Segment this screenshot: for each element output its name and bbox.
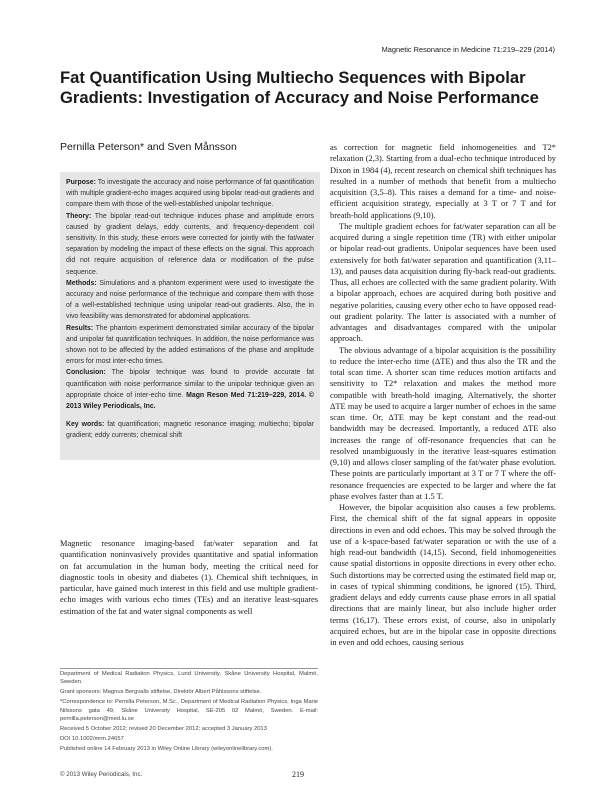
label: Conclusion:	[66, 369, 106, 377]
paragraph: Magnetic resonance imaging-based fat/water separation and fat quantification noninvasively provides quantitative and spatial information on fat accumulation in the human body, meeting the critical need for diagnostic tools in obesity and diabetes (1). Chemical shift techniques, in particular, have gained much interest in this field and use multiple gradient-echo images with various echo times (TEs) and an iterative least-squares estimation of the fat and water signal components as well	[60, 539, 318, 616]
footnote-divider	[60, 668, 318, 669]
correspondence: *Correspondence to: Pernilla Peterson, M.Sc., Department of Medical Radiation Physics, Inga Marie Nilssons gata 49, Skåne University Hospital, SE-205 02 Malmö, Sweden. E-mail: pernilla.peterson@med.lu.se	[60, 699, 318, 723]
label: Results:	[66, 324, 94, 332]
paragraph: The multiple gradient echoes for fat/water separation can all be acquired during a single repetition time (TR) with either unipolar or bipolar read-out gradients. Unipolar sequences have been used extensively for both fat/water separation and quantification (3,11–13), and pauses data acquisition during fly-back read-out gradients. Thus, all echoes are collected with the same gradient polarity. With a bipolar approach, echoes are acquired during both positive and negative polarities, causing every other echo to have opposed read-out gradient polarity. The latter is associated with a number of advantages and disadvantages compared with the unipolar approach.	[330, 221, 556, 344]
intro-text	[60, 538, 318, 617]
footnotes	[60, 670, 318, 755]
journal-header: Magnetic Resonance in Medicine 71:219–229 (2014)	[381, 45, 555, 54]
text: The bipolar technique was found to provide accurate fat quantification with noise performance similar to the unipolar technique given an appropriate choice of inter-echo time.	[66, 369, 314, 399]
text: Simulations and a phantom experiment were used to investigate the accuracy and noise performance of the technique and compare them with those of a well-established technique using unipolar read-out gradients. Also, the in vivo feasibility was demonstrated for abdominal applications.	[66, 279, 314, 321]
abstract-keywords	[66, 419, 314, 441]
paragraph: The obvious advantage of a bipolar acquisition is the possibility to reduce the inter-echo time (ΔTE) and thus also the TR and the total scan time. A shorter scan time reduces motion artifacts and sensitivity to T2* relaxation and makes the method more compatible with breath-hold imaging. Alternatively, the shorter ΔTE may be used to acquire a larger number of echoes in the same scan time. Or, ΔTE may be kept constant and the read-out bandwidth may be decreased. Importantly, a reduced ΔTE also increases the range of off-resonance frequencies that can be resolved unambiguously in the iterative least-squares estimation (9,10) and allows closer sampling of the fat/water phase evolution. These points are particularly important at 3 T or 7 T where the off-resonance frequencies are expected to be larger and where the fat phase evolves faster than at 1.5 T.	[330, 345, 556, 501]
abstract-box	[60, 172, 320, 460]
label: Methods:	[66, 279, 97, 287]
copyright: © 2013 Wiley Periodicals, Inc.	[60, 771, 143, 778]
published-online: Published online 14 February 2013 in Wiley Online Library (wileyonlinelibrary.com).	[60, 745, 273, 752]
abstract-results	[66, 323, 314, 368]
grant-sponsors: Grant sponsors: Magnus Bergvalls stiftelse, Direktör Albert Påhlssons stiftelse.	[60, 689, 262, 696]
abstract-conclusion	[66, 367, 314, 412]
text: fat quantification; magnetic resonance imaging; multiecho; bipolar gradient; eddy currents; chemical shift	[66, 421, 314, 440]
abstract-theory	[66, 211, 314, 278]
paragraph: However, the bipolar acquisition also causes a few problems. First, the chemical shift of the fat signal appears in opposite directions in even and odd echoes. This may be solved through the use of a k-space-based fat/water separation or with the use of a high read-out bandwidth (14,15). Second, field inhomogeneities cause spatial distortions in opposite directions in every other echo. Such distortions may be corrected using the estimated field map or, in cases of typical shimming conditions, be ignored (15). Third, gradient delays and eddy currents cause phase errors in all spatial directions that are mainly linear, but also include higher order terms (16,17). These errors exist, of course, also in unipolarly acquired echoes, but are in the bipolar case in opposite directions in even and odd echoes, causing serious	[330, 503, 556, 647]
doi: DOI 10.1002/mrm.24657	[60, 735, 124, 742]
received-dates: Received 5 October 2012; revised 20 December 2012; accepted 3 January 2013	[60, 725, 267, 732]
affiliation: Department of Medical Radiation Physics, Lund University, Skåne University Hospital, Malmö, Sweden.	[60, 671, 318, 686]
authors: Pernilla Peterson* and Sven Månsson	[60, 141, 237, 153]
abstract-purpose	[66, 177, 314, 211]
label: Purpose:	[66, 179, 96, 186]
label: Theory:	[66, 212, 92, 220]
abstract-methods	[66, 278, 314, 323]
text: The bipolar read-out technique induces phase and amplitude errors caused by gradient delays, eddy currents, and frequency-dependent coil sensitivity. In this study, these errors were corrected for jointly with the fat/water separation by modeling the impact of these effects on the signal. This approach did not require acquisition of reference data or modification of the pulse sequence.	[66, 212, 314, 276]
right-column-text	[330, 142, 556, 648]
page-number: 219	[292, 770, 304, 779]
text: The phantom experiment demonstrated similar accuracy of the bipolar and unipolar fat quantification techniques. In addition, the noise performance was shown not to be affected by the added estimations of the phase and amplitude errors for most inter-echo times.	[66, 324, 314, 366]
citation: Magn Reson Med 71:219–229, 2014. © 2013 Wiley Periodicals, Inc.	[66, 391, 314, 411]
text: To investigate the accuracy and noise performance of fat quantification with multiple gradient-echo images acquired using bipolar read-out gradients and compare them with those of the well-established unipolar technique.	[66, 179, 314, 209]
article-title: Fat Quantification Using Multiecho Sequences with Bipolar Gradients: Investigation of Accuracy and Noise Performance	[60, 68, 539, 107]
paragraph: as correction for magnetic field inhomogeneities and T2* relaxation (2,3). Starting from a dual-echo technique introduced by Dixon in 1984 (4), recent research on chemical shift techniques has resulted in a number of methods that benefit from a multiecho acquisition (3,5–8). This raises a demand for a time- and noise-efficient acquisition strategy, especially at 3 T or 7 T and for breath-hold applications (9,10).	[330, 143, 556, 220]
label: Key words:	[66, 421, 105, 429]
